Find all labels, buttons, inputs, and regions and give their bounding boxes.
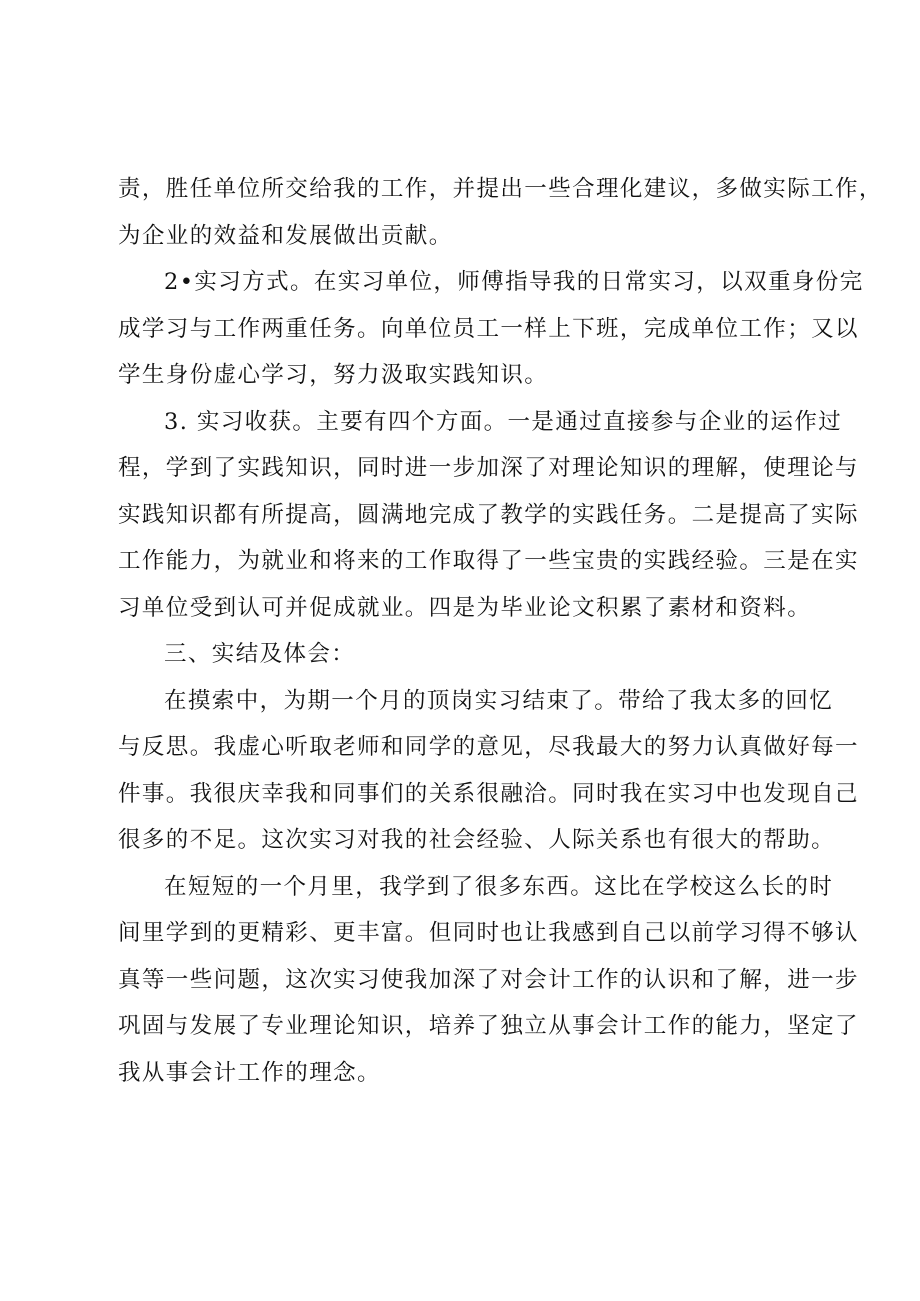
text-line: 在短短的一个月里，我学到了很多东西。这比在学校这么长的时 <box>164 873 834 900</box>
text-line: 程，学到了实践知识，同时进一步加深了对理论知识的理解，使理论与 <box>118 455 859 481</box>
text-line: 很多的不足。这次实习对我的社会经验、人际关系也有很大的帮助。 <box>118 827 836 853</box>
paragraph-reflection <box>118 678 859 864</box>
paragraph-internship-gains <box>118 399 859 632</box>
text-line: 间里学到的更精彩、更丰富。但同时也让我感到自己以前学习得不够认 <box>118 920 859 946</box>
text-line: 习单位受到认可并促成就业。四是为毕业论文积累了素材和资料。 <box>118 594 812 621</box>
paragraph-internship-method <box>118 259 864 399</box>
text-line: 2•实习方式。在实习单位，师傅指导我的日常实习，以双重身份完 <box>164 269 864 295</box>
text-line: 在摸索中，为期一个月的顶岗实习结束了。带给了我太多的回忆 <box>164 687 834 714</box>
text-line: 件事。我很庆幸我和同事们的关系很融洽。同时我在实习中也发现自己 <box>118 780 859 807</box>
section-heading-summary <box>118 631 830 678</box>
text-line: 学生身份虚心学习，努力汲取实践知识。 <box>118 362 549 388</box>
text-line: 3. 实习收获。主要有四个方面。一是通过直接参与企业的运作过 <box>164 408 843 435</box>
text-line: 真等一些问题，这次实习使我加深了对会计工作的认识和了解，进一步 <box>118 966 859 993</box>
text-line: 成学习与工作两重任务。向单位员工一样上下班，完成单位工作；又以 <box>118 315 859 342</box>
text-line: 实践知识都有所提高，圆满地完成了教学的实践任务。二是提高了实际 <box>118 501 859 528</box>
text-line: 为企业的效益和发展做出贡献。 <box>118 222 453 249</box>
text-line: 工作能力，为就业和将来的工作取得了一些宝贵的实践经验。三是在实 <box>118 548 859 574</box>
paragraph-learning <box>118 864 859 1097</box>
section-heading-text: 三、实结及体会： <box>164 641 356 667</box>
text-line: 责，胜任单位所交给我的工作，并提出一些合理化建议，多做实际工作， <box>118 176 883 202</box>
document-body <box>118 166 883 1096</box>
text-line: 我从事会计工作的理念。 <box>118 1059 381 1086</box>
text-line: 与反思。我虚心听取老师和同学的意见，尽我最大的努力认真做好每一 <box>118 734 859 760</box>
paragraph-continuation <box>118 166 883 259</box>
text-line: 巩固与发展了专业理论知识，培养了独立从事会计工作的能力，坚定了 <box>118 1013 859 1039</box>
